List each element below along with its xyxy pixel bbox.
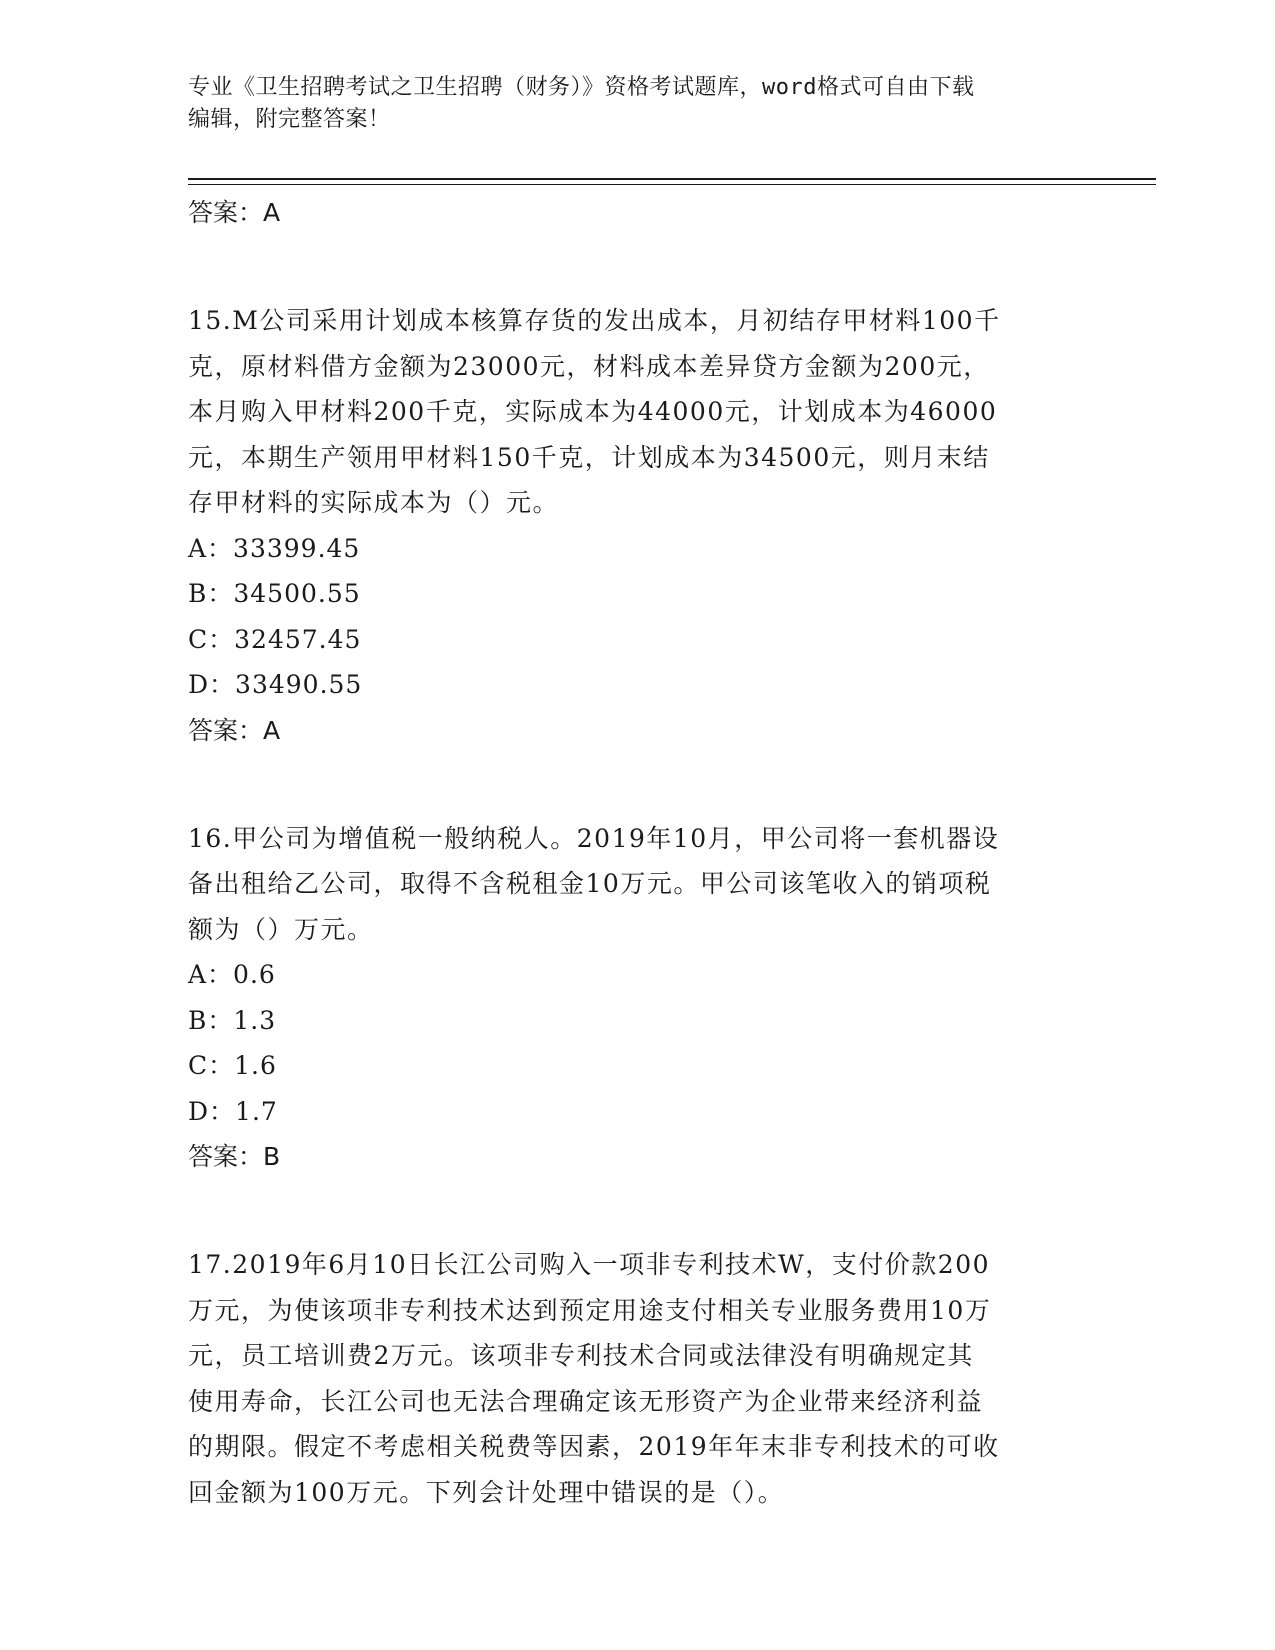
question-line: 额为（）万元。 [188, 914, 374, 944]
question-line: 回金额为100万元。下列会计处理中错误的是（）。 [188, 1477, 785, 1507]
question-line: 使用寿命，长江公司也无法合理确定该无形资产为企业带来经济利益 [188, 1386, 984, 1416]
question-line: 存甲材料的实际成本为（）元。 [188, 488, 560, 517]
document-body [188, 190, 1088, 1515]
answer-16: 答案：B [188, 1142, 281, 1171]
header-line-2: 编辑，附完整答案！ [188, 107, 391, 132]
option-b: B：34500.55 [188, 579, 361, 608]
question-line: 克，原材料借方金额为23000元，材料成本差异贷方金额为200元， [188, 351, 990, 381]
question-line: 17.2019年6月10日长江公司购入一项非专利技术W，支付价款200 [188, 1250, 991, 1279]
spacer [188, 1180, 1088, 1242]
question-line: 元，员工培训费2万元。该项非专利技术合同或法律没有明确规定其 [188, 1341, 974, 1370]
question-line: 的期限。假定不考虑相关税费等因素，2019年年末非专利技术的可收 [188, 1432, 1000, 1461]
header-divider-thick [188, 178, 1156, 180]
option-c: C：1.6 [188, 1051, 277, 1080]
spacer [188, 754, 1088, 816]
question-line: 元，本期生产领用甲材料150千克，计划成本为34500元，则月末结 [188, 442, 990, 472]
option-a: A：33399.45 [188, 533, 361, 563]
option-b: B：1.3 [188, 1005, 277, 1035]
spacer [188, 236, 1088, 298]
question-line: 本月购入甲材料200千克，实际成本为44000元，计划成本为46000 [188, 397, 998, 426]
question-16 [188, 816, 1088, 1181]
option-c: C：32457.45 [188, 624, 362, 654]
header-divider-thin [188, 184, 1156, 185]
question-15 [188, 298, 1088, 754]
question-line: 15.M公司采用计划成本核算存货的发出成本，月初结存甲材料100千 [188, 306, 1001, 335]
question-17 [188, 1242, 1088, 1515]
option-d: D：1.7 [188, 1096, 278, 1126]
question-line: 万元，为使该项非专利技术达到预定用途支付相关专业服务费用10万 [188, 1295, 992, 1325]
answer-previous-question: 答案：A [188, 198, 281, 227]
option-d: D：33490.55 [188, 670, 363, 699]
question-line: 备出租给乙公司，取得不含税租金10万元。甲公司该笔收入的销项税 [188, 869, 992, 898]
option-a: A：0.6 [188, 960, 276, 989]
page-header [188, 72, 1068, 136]
question-line: 16.甲公司为增值税一般纳税人。2019年10月，甲公司将一套机器设 [188, 823, 1000, 853]
answer-15: 答案：A [188, 715, 281, 745]
header-line-1: 专业《卫生招聘考试之卫生招聘（财务）》资格考试题库，word格式可自由下载 [188, 75, 975, 100]
